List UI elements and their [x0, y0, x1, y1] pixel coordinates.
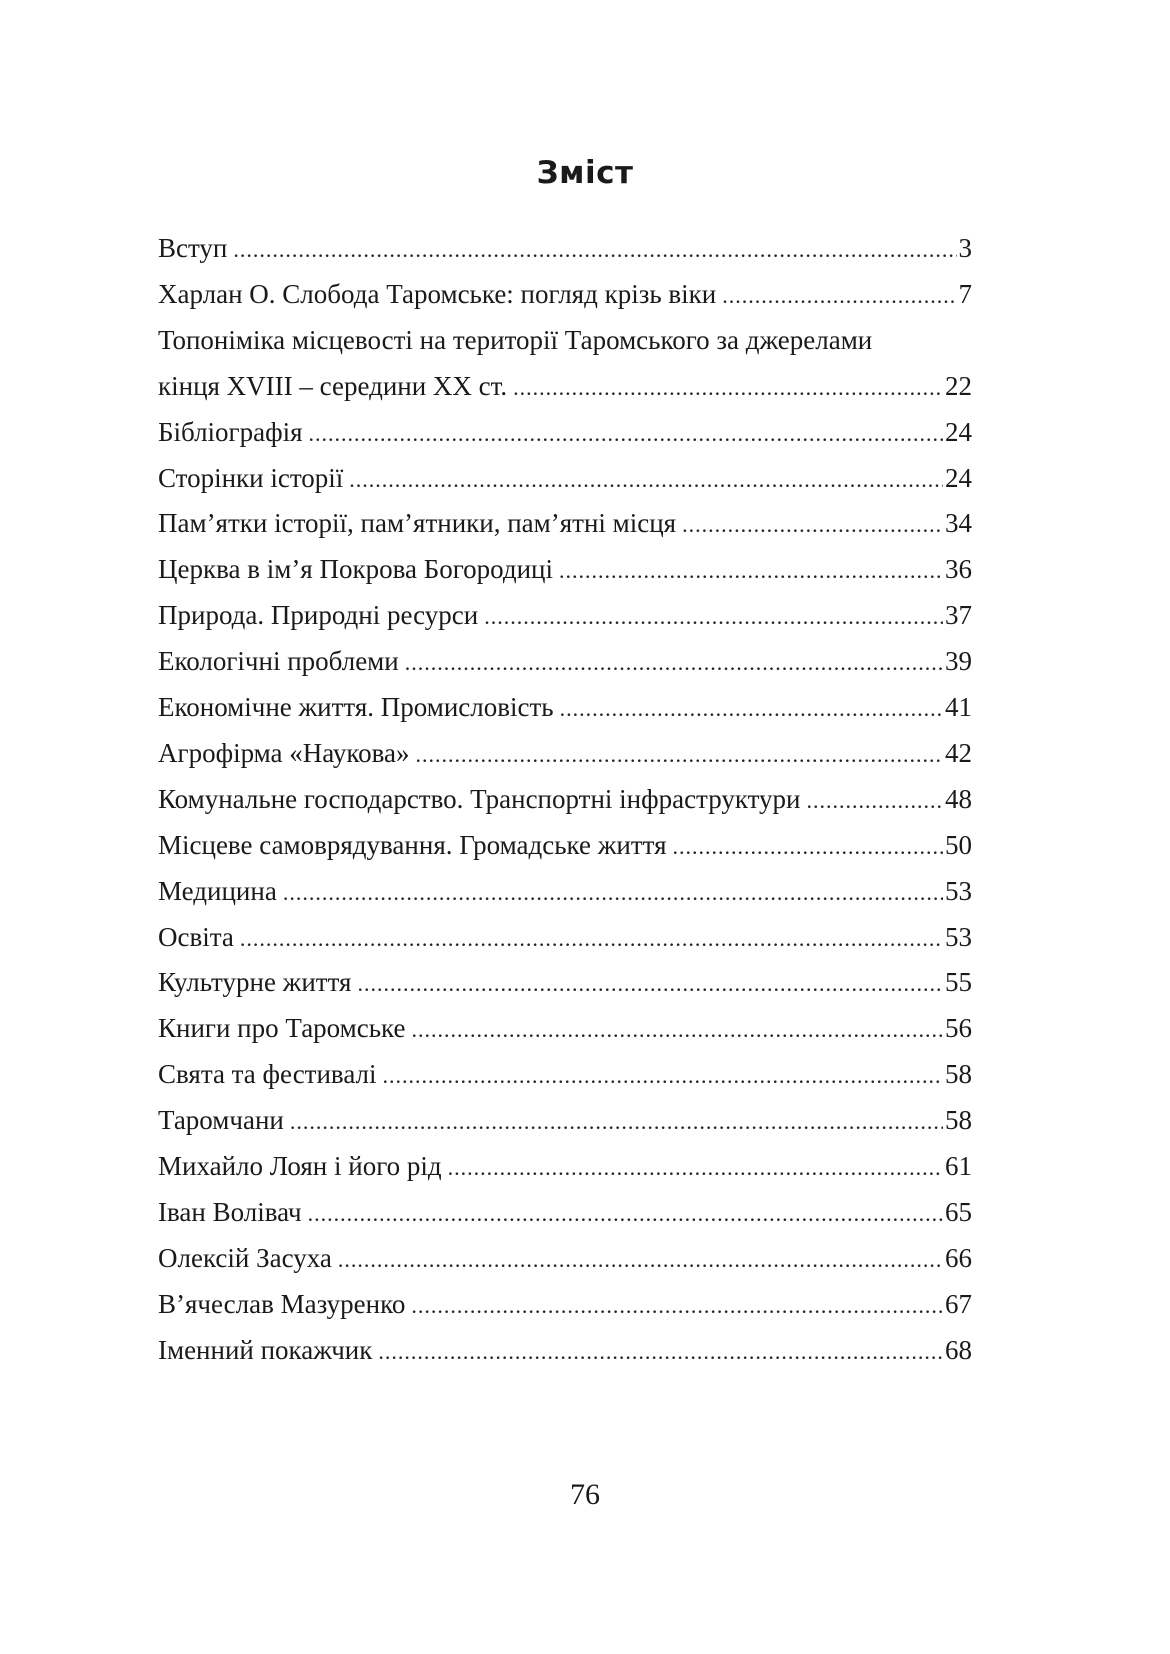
toc-entry-page: 66	[945, 1242, 972, 1273]
toc-entry-title: Культурне життя	[158, 962, 357, 1002]
toc-entry	[158, 366, 972, 406]
toc-leader-dots	[560, 689, 943, 729]
toc-entry-page: 56	[945, 1013, 972, 1044]
toc-entry-title: Олексій Засуха	[158, 1238, 338, 1278]
toc-leader-dots	[338, 1240, 943, 1280]
toc-entry-page: 36	[945, 554, 972, 585]
toc-entry-page: 37	[945, 600, 972, 631]
toc-leader-dots	[448, 1148, 943, 1188]
toc-entry-title: Агрофірма «Наукова»	[158, 733, 416, 773]
toc-entry-title: Топоніміка місцевості на території Таромського за джерелами	[158, 325, 878, 355]
toc-entry	[158, 733, 972, 773]
toc-entry	[158, 274, 972, 314]
toc-leader-dots	[309, 414, 943, 454]
toc-entry-title: Економічне життя. Промисловість	[158, 687, 560, 727]
toc-leader-dots	[378, 1332, 943, 1372]
toc-entry-page: 68	[945, 1334, 972, 1365]
toc-entry-page: 24	[945, 416, 972, 447]
toc-entry-title: Харлан О. Слобода Таромське: погляд крізь віки	[158, 274, 722, 314]
toc-entry-page: 39	[945, 646, 972, 677]
toc-leader-dots	[240, 919, 943, 959]
toc-entry-title: Комунальне господарство. Транспортні інфраструктури	[158, 779, 807, 819]
toc-leader-dots	[383, 1056, 943, 1096]
toc-entry-page: 58	[945, 1059, 972, 1090]
toc-leader-dots	[722, 276, 956, 316]
toc-entry	[158, 595, 972, 635]
toc-entry-page: 34	[945, 508, 972, 539]
toc-leader-dots	[357, 964, 943, 1004]
toc-entry-title: Сторінки історії	[158, 458, 349, 498]
page-number: 76	[570, 1478, 600, 1511]
toc-entry-title: кінця XVIII – середини XX ст.	[158, 366, 513, 406]
toc-entry-title: Місцеве самоврядування. Громадське життя	[158, 825, 673, 865]
toc-entry-title: Таромчани	[158, 1100, 290, 1140]
toc-entry	[158, 412, 972, 452]
toc-entry	[158, 1330, 972, 1370]
toc-entry	[158, 1008, 972, 1048]
toc-entry	[158, 503, 972, 543]
toc-entry	[158, 962, 972, 1002]
toc-leader-dots	[807, 781, 944, 821]
toc-entry-page: 7	[958, 278, 972, 309]
toc-leader-dots	[290, 1102, 943, 1142]
toc-entry-title: Бібліографія	[158, 412, 309, 452]
toc-entry-title: Вступ	[158, 228, 233, 268]
toc-entry-page: 55	[945, 967, 972, 998]
toc-leader-dots	[513, 368, 943, 408]
toc-leader-dots	[405, 643, 943, 683]
toc-entry	[158, 687, 972, 727]
toc-entry	[158, 779, 972, 819]
toc-entry-page: 42	[945, 737, 972, 768]
toc-leader-dots	[233, 230, 956, 270]
toc-entry-page: 58	[945, 1105, 972, 1136]
toc-entry-page: 61	[945, 1151, 972, 1181]
toc-entry-page: 50	[945, 829, 972, 860]
toc-leader-dots	[416, 735, 943, 775]
toc-entry	[158, 1100, 972, 1140]
toc-entry-title: Екологічні проблеми	[158, 641, 405, 681]
toc-entry-title: Михайло Лоян і його рід	[158, 1146, 448, 1186]
toc-entry-page: 22	[945, 370, 972, 401]
toc-entry	[158, 917, 972, 957]
toc-entry-title: Свята та фестивалі	[158, 1054, 383, 1094]
toc-entry-page: 53	[945, 875, 972, 906]
toc-entry	[158, 1146, 972, 1186]
toc-entry	[158, 1054, 972, 1094]
toc-entry	[158, 1192, 972, 1232]
toc-entry-title: Книги про Таромське	[158, 1008, 411, 1048]
toc-leader-dots	[349, 460, 943, 500]
toc-entry-title: В’ячеслав Мазуренко	[158, 1284, 411, 1324]
toc-leader-dots	[283, 873, 943, 913]
toc-entry-page: 48	[945, 783, 972, 814]
toc-leader-dots	[682, 505, 943, 545]
toc-entry-page: 53	[945, 921, 972, 952]
toc-entry-title: Медицина	[158, 871, 283, 911]
toc-entry-title: Пам’ятки історії, пам’ятники, пам’ятні місця	[158, 503, 682, 543]
toc-entry-title: Іменний покажчик	[158, 1330, 378, 1370]
toc-entry	[158, 871, 972, 911]
toc-entry-page: 41	[945, 692, 972, 722]
toc-entry-title: Освіта	[158, 917, 240, 957]
toc-entry-page: 24	[945, 462, 972, 493]
toc-entry-page: 67	[945, 1288, 972, 1319]
toc-entry-title: Природа. Природні ресурси	[158, 595, 484, 635]
toc-entry	[158, 1284, 972, 1324]
toc-entry	[158, 825, 972, 865]
toc-entry	[158, 549, 972, 589]
toc-leader-dots	[559, 551, 943, 591]
toc-leader-dots	[484, 597, 943, 637]
toc-entry-title: Іван Волівач	[158, 1192, 308, 1232]
toc-leader-dots	[411, 1010, 943, 1050]
toc-entry	[158, 228, 972, 268]
page-title: Зміст	[536, 155, 634, 191]
toc-leader-dots	[308, 1194, 943, 1234]
toc-leader-dots	[411, 1286, 943, 1326]
toc-leader-dots	[673, 827, 944, 867]
toc-entry-title: Церква в ім’я Покрова Богородиці	[158, 549, 559, 589]
toc-entry	[158, 1238, 972, 1278]
toc-entry-page: 3	[958, 233, 972, 263]
toc-entry	[158, 641, 972, 681]
toc-entry	[158, 458, 972, 498]
toc-entry	[158, 320, 972, 360]
toc-entry-page: 65	[945, 1196, 972, 1227]
